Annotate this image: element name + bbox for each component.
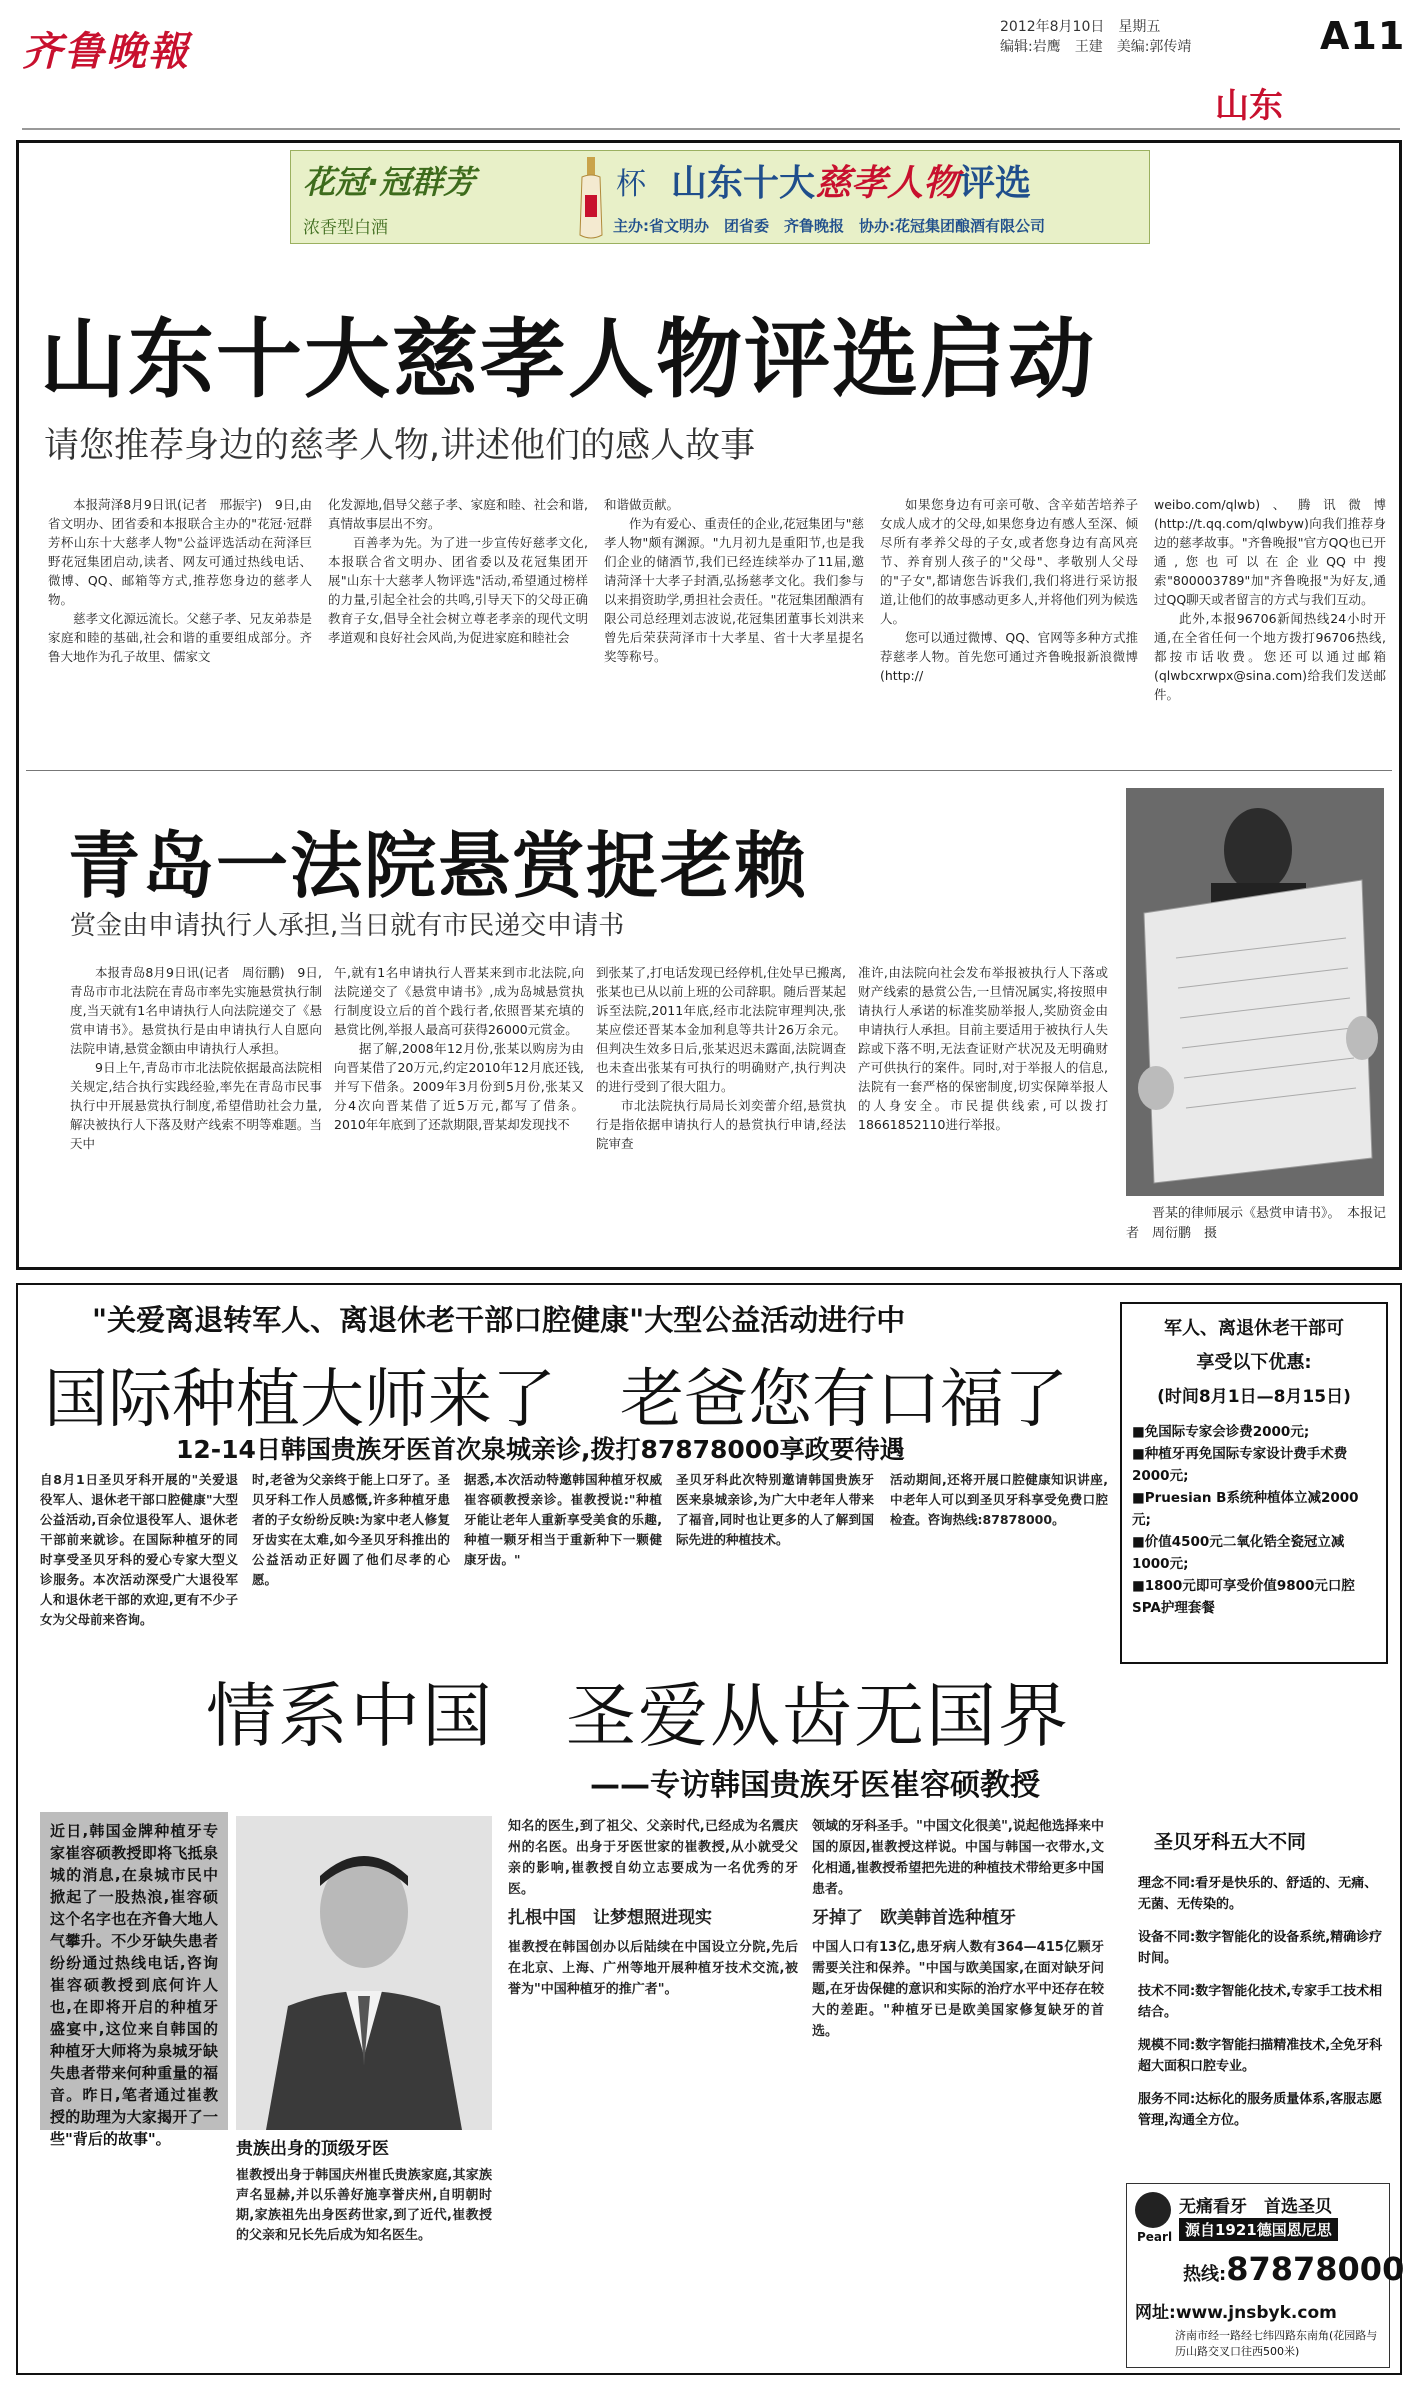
- offer-item: ■1800元即可享受价值9800元口腔SPA护理套餐: [1132, 1578, 1355, 1616]
- page-number: A11: [1320, 14, 1406, 58]
- ad-col-4-text: 圣贝牙科此次特别邀请韩国贵族牙医来泉城亲诊,为广大中老年人带来了福音,同时也让更多的人了解到国际先进的种植技术。: [676, 1472, 874, 1547]
- bottle-icon: [576, 155, 606, 241]
- article2-col-1-p2: 9日上午,青岛市市北法院依据最高法院相关规定,结合执行实践经验,率先在青岛市民事执行中开展悬赏执行制度,希望借助社会力量,解决被执行人下落及财产线索不明等难题。当天中: [70, 1060, 322, 1151]
- article2-photo-caption: 晋某的律师展示《悬赏申请书》。 本报记者 周衍鹏 摄: [1126, 1206, 1387, 1241]
- article1-col-4-p2: 您可以通过微博、QQ、官网等多种方式推荐慈孝人物。首先您可通过齐鲁晚报新浪微博(http://: [880, 630, 1138, 683]
- article2-photo: [1126, 788, 1384, 1196]
- clinic-address: 济南市经一路经七纬四路东南角(花园路与历山路交叉口往西500米): [1175, 2329, 1378, 2358]
- interview-col-3-text-b: 中国人口有13亿,患牙病人数有364—415亿颗牙需要关注和保养。"中国与欧美国家,在面对缺牙问题,在牙齿保健的意识和实际的治疗水平中还存在较大的差距。"种植牙已是欧美国家修复缺牙的首选。: [812, 1940, 1104, 2039]
- interview-sub: ——专访韩国贵族牙医崔容硕教授: [590, 1768, 1040, 1803]
- section-title: 山东: [1215, 86, 1283, 126]
- ad-col-5: [890, 1470, 1108, 1530]
- article1-col-2: [328, 495, 588, 647]
- article1-col-1-p1: 本报菏泽8月9日讯(记者 邢振宇) 9日,由省文明办、团省委和本报联合主办的"花冠·冠群芳杯山东十大慈孝人物"公益评选活动在菏泽巨野花冠集团启动,读者、网友可通过热线电话、微博、QQ、邮箱等方式,推荐您身边的慈孝人物。: [48, 497, 312, 607]
- offer-title-1: 军人、离退休老干部可: [1164, 1318, 1344, 1339]
- offer-title-2: 享受以下优惠:: [1196, 1352, 1312, 1373]
- article1-col-3-p1: 和谐做贡献。: [604, 497, 680, 512]
- article1-col-2-p1: 化发源地,倡导父慈子孝、家庭和睦、社会和谐,真情故事层出不穷。: [328, 497, 588, 531]
- ad-col-3-text: 据悉,本次活动特邀韩国种植牙权威崔容硕教授亲诊。崔教授说:"种植牙能让老年人重新享受美食的乐趣,种植一颗牙相当于重新种下一颗健康牙齿。": [464, 1472, 662, 1567]
- difference-item: 规模不同:数字智能扫描精准技术,全免牙科超大面积口腔专业。: [1138, 2038, 1383, 2074]
- banner-sponsors: 主办:省文明办 团省委 齐鲁晚报 协办:花冠集团酿酒有限公司: [613, 217, 1046, 235]
- article-divider: [26, 770, 1392, 771]
- interview-col-2: [508, 1816, 798, 2000]
- ad-col-2: [252, 1470, 450, 1590]
- offer-item: ■Pruesian B系统种植体立减2000元;: [1132, 1490, 1359, 1528]
- clinic-slogan: 无痛看牙 首选圣贝: [1179, 2197, 1332, 2217]
- article1-col-5-p1: weibo.com/qlwb)、腾讯微博(http://t.qq.com/qlwbyw)向我们推荐身边的慈孝故事。"齐鲁晚报"官方QQ也已开通,您也可以在企业QQ中搜索"800003789"加"齐鲁晚报"为好友,通过QQ聊天或者留言的方式与我们互动。: [1154, 497, 1386, 607]
- intro-box: [40, 1812, 228, 2148]
- interview-col-3-text: 领域的牙科圣手。"中国文化很美",说起他选择来中国的原因,崔教授这样说。中国与韩国一衣带水,文化相通,崔教授希望把先进的种植技术带给更多中国患者。: [812, 1819, 1104, 1897]
- intro-text: 近日,韩国金牌种植牙专家崔容硕教授即将飞抵泉城的消息,在泉城市民中掀起了一股热浪,崔容硕这个名字也在齐鲁大地人气攀升。不少牙缺失患者纷纷通过热线电话,咨询崔容硕教授到底何许人也,在即将开启的种植牙盛宴中,这位来自韩国的种植牙大师将为泉城牙缺失患者带来何种重量的福音。昨日,笔者通过崔教授的助理为大家揭开了一些"背后的故事"。: [50, 1822, 218, 2148]
- clinic-website: [1135, 2298, 1337, 2323]
- clinic-box: [1126, 2183, 1405, 2368]
- article1-col-4: [880, 495, 1138, 685]
- pearl-logo-icon: [1135, 2192, 1171, 2228]
- article1-headline: 山东十大慈孝人物评选启动: [40, 310, 1096, 410]
- article2-subhead: 赏金由申请执行人承担,当日就有市民递交申请书: [70, 911, 625, 941]
- banner-sub-left: 浓香型白酒: [303, 218, 388, 238]
- banner-title-a: 山东十大: [671, 163, 816, 204]
- article2-col-4-p1: 准许,由法院向社会发布举报被执行人下落或财产线索的悬赏公告,一旦情况属实,将按照申请执行人承诺的标准奖励举报人,奖励资金由申请执行人承担。目前主要适用于被执行人失踪或下落不明,无法查证财产状况及无明确财产可供执行的案件。同时,对于举报人的信息,法院有一套严格的保密制度,切实保障举报人的人身安全。市民提供线索,可以拨打18661852110进行举报。: [858, 965, 1109, 1132]
- ad-col-2-text: 时,老爸为父亲终于能上口牙了。圣贝牙科工作人员感慨,许多种植牙患者的子女纷纷反映:为家中老人修复牙齿实在太难,如今圣贝牙科推出的公益活动正好圆了他们尽孝的心愿。: [252, 1472, 450, 1587]
- article1-col-1-p2: 慈孝文化源远流长。父慈子孝、兄友弟恭是家庭和睦的基础,社会和谐的重要组成部分。齐鲁大地作为孔子故里、儒家文: [48, 611, 312, 664]
- masthead-logo: 齐鲁晚報: [22, 28, 190, 75]
- article2-col-2-p1: 午,就有1名申请执行人晋某来到市北法院,向法院递交了《悬赏申请书》,成为岛城悬赏执行制度设立后的首个践行者,依照晋某充填的悬赏比例,举报人最高可获得26000元赏金。: [334, 965, 584, 1037]
- article2-col-2: [334, 963, 584, 1134]
- article1-col-5: [1154, 495, 1386, 704]
- article2-col-1: [70, 963, 322, 1153]
- ad-col-4: [676, 1470, 874, 1550]
- banner-title: [671, 155, 1031, 206]
- offer-box: [1120, 1302, 1388, 1664]
- article1-col-2-p2: 百善孝为先。为了进一步宣传好慈孝文化,本报联合省文明办、团省委以及花冠集团开展"山东十大慈孝人物评选"活动,希望通过榜样的力量,引起全社会的共鸣,引导天下的父母正确教育子女,倡导全社会树立尊老孝亲的现代文明孝道观和良好社会风尚,为促进家庭和睦社会: [328, 535, 588, 645]
- clinic-source: 源自1921德国恩尼思: [1179, 2218, 1338, 2241]
- article2-col-3-p2: 市北法院执行局局长刘奕蕾介绍,悬赏执行是指依据申请执行人的悬赏执行申请,经法院审查: [596, 1098, 846, 1151]
- ad-col-1: [40, 1470, 238, 1630]
- offer-item: ■价值4500元二氧化锆全瓷冠立减1000元;: [1132, 1534, 1345, 1572]
- difference-item: 技术不同:数字智能化技术,专家手工技术相结合。: [1138, 1984, 1383, 2020]
- interview-col-1: [236, 2166, 492, 2246]
- banner: [290, 150, 1150, 244]
- ad-headline: 国际种植大师来了 老爸您有口福了: [44, 1363, 1068, 1437]
- five-differences-title: 圣贝牙科五大不同: [1154, 1831, 1307, 1853]
- ad-top-line: "关爱离退转军人、离退休老干部口腔健康"大型公益活动进行中: [92, 1303, 906, 1337]
- offer-item: ■免国际专家会诊费2000元;: [1132, 1424, 1310, 1440]
- article2-col-1-p1: 本报青岛8月9日讯(记者 周衍鹏) 9日,青岛市市北法院在青岛市率先实施悬赏执行制度,当天就有1名申请执行人向法院递交了《悬赏申请书》。悬赏执行是由申请执行人自愿向法院申请,悬赏金额由申请执行人承担。: [70, 965, 322, 1056]
- article2-col-4: [858, 963, 1108, 1134]
- interview-col-2-text-b: 崔教授在韩国创办以后陆续在中国设立分院,先后在北京、上海、广州等地开展种植牙技术交流,被誉为"中国种植牙的推广者"。: [508, 1940, 798, 1997]
- interview-col-1-text: 崔教授出身于韩国庆州崔氏贵族家庭,其家族声名显赫,并以乐善好施享誉庆州,自明朝时期,家族祖先出身医药世家,到了近代,崔教授的父亲和兄长先后成为知名医生。: [236, 2168, 492, 2243]
- article1-col-4-p1: 如果您身边有可亲可敬、含辛茹苦培养子女成人成才的父母,如果您身边有感人至深、倾尽所有孝养父母的子女,或者您身边有高风亮节、养育别人孩子的"父母"、孝敬别人父母的"子女",都请您告诉我们,我们将进行采访报道,让他们的故事感动更多人,并将他们列为候选人。: [880, 497, 1138, 626]
- editors-line: 编辑:岩鹰 王建 美编:郭传靖: [1000, 39, 1192, 55]
- doctor-photo: [236, 1816, 492, 2130]
- article2-col-3-p1: 到张某了,打电话发现已经停机,住处早已搬离,张某也已从以前上班的公司辞职。随后晋某起诉至法院,2011年底,经市北法院审理判决,张某应偿还晋某本金加利息等共计26万余元。但判决生效多日后,张某迟迟未露面,法院调查也未查出张某有可执行的明确财产,执行判决的进行受到了很大阻力。: [596, 965, 847, 1094]
- clinic-logo-name: Pearl: [1137, 2230, 1173, 2244]
- banner-title-c: 评选: [959, 163, 1032, 204]
- difference-item: 服务不同:达标化的服务质量体系,客服志愿管理,沟通全方位。: [1138, 2092, 1383, 2128]
- offer-list: [1132, 1421, 1376, 1619]
- ad-col-3: [464, 1470, 662, 1570]
- interview-col-3-heading: 牙掉了 欧美韩首选种植牙: [812, 1908, 1016, 1928]
- article2-headline: 青岛一法院悬赏捉老赖: [68, 824, 809, 908]
- banner-cup: 杯: [616, 167, 646, 202]
- masthead-divider: [22, 128, 1400, 130]
- article1-col-3: [604, 495, 864, 666]
- difference-item: 设备不同:数字智能化的设备系统,精确诊疗时间。: [1138, 1930, 1383, 1966]
- ad-sub: 12-14日韩国贵族牙医首次泉城亲诊,拨打87878000享政要待遇: [176, 1435, 905, 1464]
- five-differences: [1124, 1832, 1390, 2131]
- photo-caption-bar: [236, 2130, 492, 2160]
- clinic-hotline: [1183, 2250, 1404, 2288]
- interview-col-2-text: 知名的医生,到了祖父、父亲时代,已经成为名震庆州的名医。出身于牙医世家的崔教授,从小就受父亲的影响,崔教授自幼立志要成为一名优秀的牙医。: [508, 1819, 798, 1897]
- ad-col-5-text: 活动期间,还将开展口腔健康知识讲座,中老年人可以到圣贝牙科享受免费口腔检查。咨询热线:87878000。: [890, 1472, 1108, 1527]
- website-url: www.jnsbyk.com: [1175, 2303, 1337, 2323]
- photo-caption: 贵族出身的顶级牙医: [236, 2139, 389, 2159]
- interview-col-3: [812, 1816, 1104, 2042]
- interview-col-2-heading: 扎根中国 让梦想照进现实: [508, 1908, 712, 1928]
- article2-col-3: [596, 963, 846, 1153]
- ad-col-1-text: 自8月1日圣贝牙科开展的"关爱退役军人、退休老干部口腔健康"大型公益活动,百余位退役军人、退休老干部前来就诊。在国际种植牙的同时享受圣贝牙科的爱心专家大型义诊服务。本次活动深受广大退役军人和退休老干部的欢迎,更有不少子女为父母前来咨询。: [40, 1472, 238, 1627]
- offer-period: (时间8月1日—8月15日): [1157, 1387, 1351, 1407]
- date-line: 2012年8月10日 星期五: [1000, 19, 1161, 35]
- website-label: 网址:: [1135, 2303, 1176, 2323]
- banner-title-b: 慈孝人物: [815, 163, 960, 204]
- article1-col-5-p2: 此外,本报96706新闻热线24小时开通,在全省任何一个地方拨打96706热线,都按市话收费。您还可以通过邮箱(qlwbcxrwpx@sina.com)给我们发送邮件。: [1154, 611, 1386, 702]
- hotline-label: 热线:: [1183, 2264, 1227, 2285]
- difference-item: 理念不同:看牙是快乐的、舒适的、无痛、无菌、无传染的。: [1138, 1876, 1378, 1912]
- interview-headline: 情系中国 圣爱从齿无国界: [206, 1675, 1070, 1757]
- article1-col-3-p2: 作为有爱心、重责任的企业,花冠集团与"慈孝人物"颇有渊源。"九月初九是重阳节,也是我们企业的储酒节,我们已经连续举办了11届,邀请菏泽十大孝子封酒,弘扬慈孝文化。我们参与以来捐资助学,勇担社会责任。"花冠集团酿酒有限公司总经理刘志波说,花冠集团董事长刘洪来曾先后荣获菏泽市十大孝星、省十大孝星提名奖等称号。: [604, 516, 864, 664]
- article1-col-1: [48, 495, 312, 666]
- article2-col-2-p2: 据了解,2008年12月份,张某以购房为由向晋某借了20万元,约定2010年12月底还钱,并写下借条。2009年3月份到5月份,张某又分4次向晋某借了近5万元,都写了借条。2010年年底到了还款期限,晋某却发现找不: [334, 1041, 584, 1132]
- banner-brand: 花冠·冠群芳: [303, 163, 476, 201]
- article1-subhead: 请您推荐身边的慈孝人物,讲述他们的感人故事: [44, 426, 756, 466]
- hotline-number: 87878000: [1226, 2250, 1405, 2288]
- offer-item: ■种植牙再免国际专家设计费手术费2000元;: [1132, 1446, 1348, 1484]
